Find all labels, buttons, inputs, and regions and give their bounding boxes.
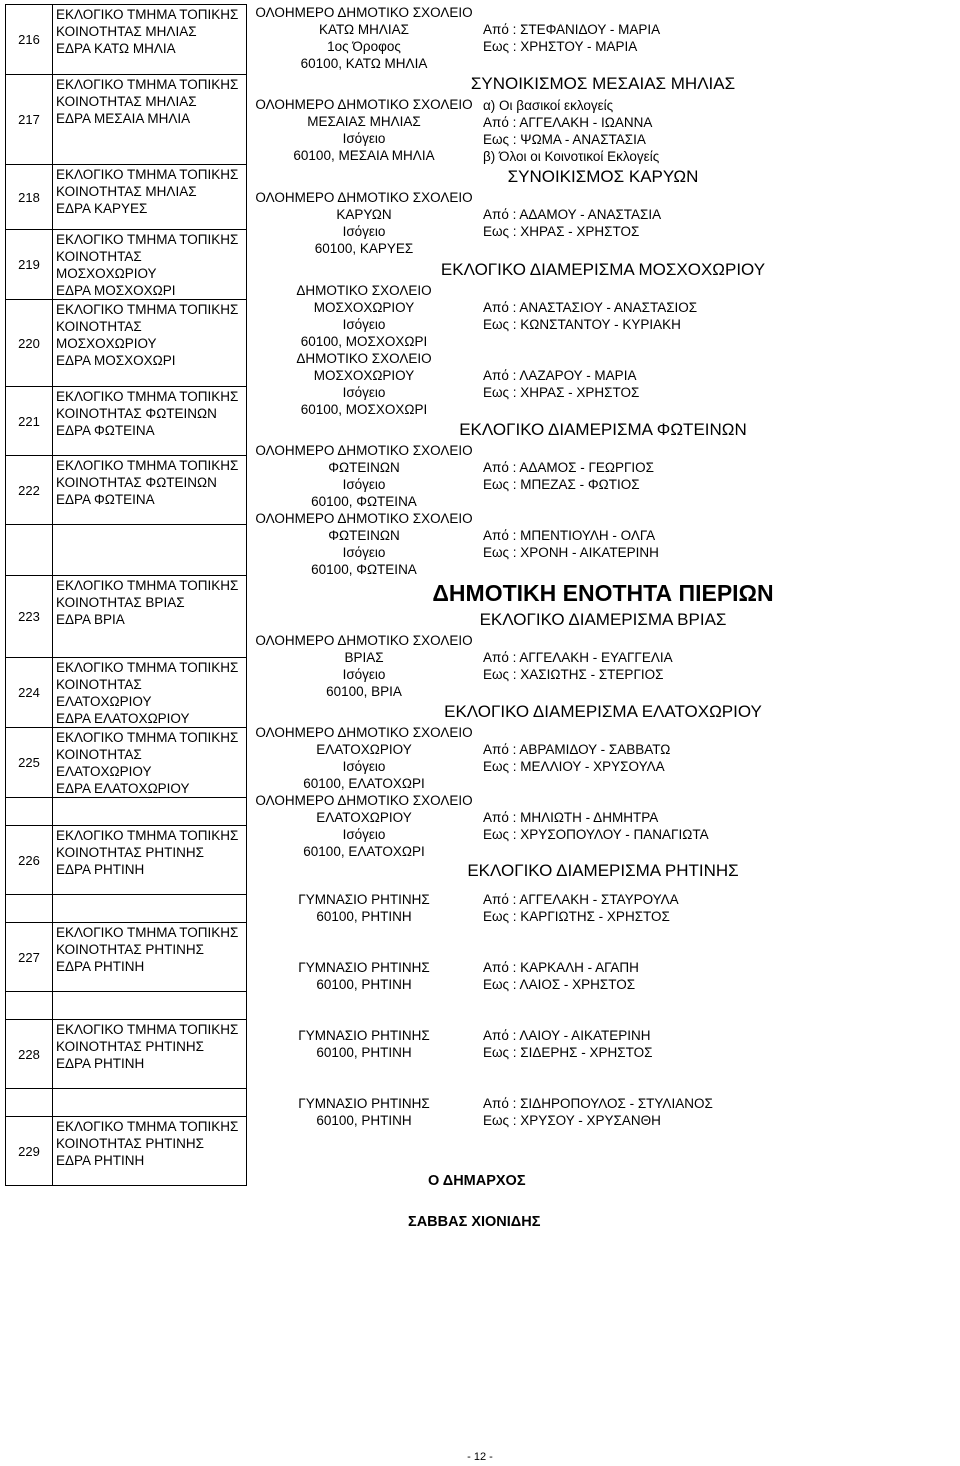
polling-station-row — [248, 350, 958, 418]
district-heading: ΕΚΛΟΓΙΚΟ ΔΙΑΜΕΡΙΣΜΑ ΕΛΑΤΟΧΩΡΙΟΥ — [444, 702, 762, 721]
school-line: ΔΗΜΟΤΙΚΟ ΣΧΟΛΕΙΟ — [296, 351, 432, 366]
row-spacer — [6, 525, 53, 576]
section-line: ΚΟΙΝΟΤΗΤΑΣ ΦΩΤΕΙΝΩΝ — [56, 406, 217, 421]
school-line: ΓΥΜΝΑΣΙΟ ΡΗΤΙΝΗΣ — [298, 1096, 430, 1111]
school-cell — [248, 1087, 480, 1155]
section-line: ΕΚΛΟΓΙΚΟ ΤΜΗΜΑ ΤΟΠΙΚΗΣ — [56, 77, 239, 92]
row-number: 228 — [6, 1020, 53, 1089]
row-number: 229 — [6, 1117, 53, 1186]
school-line: Ισόγειο — [342, 759, 386, 774]
section-line: ΕΛΑΤΟΧΩΡΙΟΥ — [56, 764, 152, 779]
voter-range-line: Εως : ΧΗΡΑΣ - ΧΡΗΣΤΟΣ — [483, 224, 640, 239]
district-heading: ΣΥΝΟΙΚΙΣΜΟΣ ΜΕΣΑΙΑΣ ΜΗΛΙΑΣ — [470, 74, 736, 93]
polling-station-row — [248, 792, 958, 859]
voter-range-line: Από : ΣΙΔΗΡΟΠΟΥΛΟΣ - ΣΤΥΛΙΑΝΟΣ — [483, 1096, 713, 1111]
school-line: 60100, ΡΗΤΙΝΗ — [316, 1113, 412, 1128]
page-number: - 12 - — [467, 1451, 493, 1463]
section-line: ΕΚΛΟΓΙΚΟ ΤΜΗΜΑ ΤΟΠΙΚΗΣ — [56, 389, 239, 404]
voter-range-line: Εως : ΧΑΣΙΩΤΗΣ - ΣΤΕΡΓΙΟΣ — [483, 667, 664, 682]
section-line: ΚΟΙΝΟΤΗΤΑΣ ΡΗΤΙΝΗΣ — [56, 1039, 205, 1054]
row-number: 226 — [6, 826, 53, 895]
section-line: ΚΟΙΝΟΤΗΤΑΣ ΡΗΤΙΝΗΣ — [56, 942, 205, 957]
school-line: ΟΛΟΗΜΕΡΟ ΔΗΜΟΤΙΚΟ ΣΧΟΛΕΙΟ — [255, 5, 473, 20]
section-line: ΕΔΡΑ ΜΟΣΧΟΧΩΡΙ — [56, 353, 176, 368]
voter-range-line: Εως : ΧΡΟΝΗ - ΑΙΚΑΤΕΡΙΝΗ — [483, 545, 659, 560]
school-cell — [248, 951, 480, 1019]
section-line: ΚΟΙΝΟΤΗΤΑΣ ΦΩΤΕΙΝΩΝ — [56, 475, 217, 490]
school-line: ΜΕΣΑΙΑΣ ΜΗΛΙΑΣ — [307, 114, 421, 129]
school-line: ΚΑΡΥΩΝ — [336, 207, 392, 222]
polling-station-row — [248, 883, 958, 951]
polling-station-row — [248, 951, 958, 1019]
school-line: ΟΛΟΗΜΕΡΟ ΔΗΜΟΤΙΚΟ ΣΧΟΛΕΙΟ — [255, 97, 473, 112]
table-row — [6, 387, 247, 456]
voter-range — [480, 1019, 958, 1087]
row-number: 222 — [6, 456, 53, 525]
section-line: ΕΔΡΑ ΚΑΡΥΕΣ — [56, 201, 148, 216]
voter-range — [480, 350, 958, 418]
voter-range-line: Εως : ΚΑΡΓΙΩΤΗΣ - ΧΡΗΣΤΟΣ — [483, 909, 670, 924]
voter-range — [480, 510, 958, 578]
district-heading: ΕΚΛΟΓΙΚΟ ΔΙΑΜΕΡΙΣΜΑ ΡΗΤΙΝΗΣ — [467, 861, 739, 880]
voter-range — [480, 282, 958, 350]
electoral-section — [53, 728, 247, 798]
voter-range — [480, 1087, 958, 1155]
table-row — [6, 456, 247, 525]
polling-station-row — [248, 1019, 958, 1087]
school-cell — [248, 96, 480, 165]
school-line: 60100, ΕΛΑΤΟΧΩΡΙ — [303, 776, 425, 791]
row-number: 225 — [6, 728, 53, 798]
section-line: ΕΚΛΟΓΙΚΟ ΤΜΗΜΑ ΤΟΠΙΚΗΣ — [56, 730, 239, 745]
school-line: Ισόγειο — [342, 827, 386, 842]
electoral-section — [53, 456, 247, 525]
polling-station-row — [248, 189, 958, 258]
signature-name: ΣΑΒΒΑΣ ΧΙΟΝΙΔΗΣ — [408, 1214, 541, 1230]
row-number: 216 — [6, 5, 53, 75]
polling-station-row — [248, 96, 958, 165]
voter-range — [480, 951, 958, 1019]
section-line: ΕΔΡΑ ΡΗΤΙΝΗ — [56, 862, 145, 877]
school-line: Ισόγειο — [342, 545, 386, 560]
section-line: ΚΟΙΝΟΤΗΤΑΣ ΜΗΛΙΑΣ — [56, 94, 197, 109]
table-row — [6, 165, 247, 230]
section-line: ΕΔΡΑ ΜΟΣΧΟΧΩΡΙ — [56, 283, 176, 298]
school-cell — [248, 724, 480, 792]
section-line: ΕΚΛΟΓΙΚΟ ΤΜΗΜΑ ΤΟΠΙΚΗΣ — [56, 458, 239, 473]
school-line: Ισόγειο — [342, 224, 386, 239]
school-line: 60100, ΜΟΣΧΟΧΩΡΙ — [300, 334, 428, 349]
section-line: ΚΟΙΝΟΤΗΤΑΣ ΒΡΙΑΣ — [56, 595, 185, 610]
voter-range-line: Εως : ΨΩΜΑ - ΑΝΑΣΤΑΣΙΑ — [483, 132, 646, 147]
school-line: 60100, ΜΕΣΑΙΑ ΜΗΛΙΑ — [293, 148, 435, 163]
row-spacer-cell — [53, 525, 247, 576]
school-line: ΟΛΟΗΜΕΡΟ ΔΗΜΟΤΙΚΟ ΣΧΟΛΕΙΟ — [255, 793, 473, 808]
table-row — [6, 300, 247, 387]
section-line: ΕΔΡΑ ΡΗΤΙΝΗ — [56, 1153, 145, 1168]
voter-range-line: Από : ΑΒΡΑΜΙΔΟΥ - ΣΑΒΒΑΤΩ — [483, 742, 671, 757]
section-line: ΚΟΙΝΟΤΗΤΑΣ — [56, 677, 142, 692]
voter-range-line: β) Όλοι οι Κοινοτικοί Εκλογείς — [483, 149, 660, 164]
row-number: 227 — [6, 923, 53, 992]
voter-range-line: Από : ΣΤΕΦΑΝΙΔΟΥ - ΜΑΡΙΑ — [483, 22, 661, 37]
row-spacer — [6, 798, 53, 826]
table-row — [6, 576, 247, 658]
section-line: ΚΟΙΝΟΤΗΤΑΣ ΡΗΤΙΝΗΣ — [56, 1136, 205, 1151]
voter-range-line: Από : ΑΝΑΣΤΑΣΙΟΥ - ΑΝΑΣΤΑΣΙΟΣ — [483, 300, 698, 315]
section-line: ΚΟΙΝΟΤΗΤΑΣ ΜΗΛΙΑΣ — [56, 24, 197, 39]
table-row — [6, 1020, 247, 1089]
table-row — [6, 5, 247, 75]
table-row — [6, 1117, 247, 1186]
school-line: ΟΛΟΗΜΕΡΟ ΔΗΜΟΤΙΚΟ ΣΧΟΛΕΙΟ — [255, 633, 473, 648]
district-heading: ΕΚΛΟΓΙΚΟ ΔΙΑΜΕΡΙΣΜΑ ΦΩΤΕΙΝΩΝ — [459, 420, 747, 439]
voter-range — [480, 4, 958, 72]
school-line: 60100, ΚΑΡΥΕΣ — [314, 241, 414, 256]
school-line: ΟΛΟΗΜΕΡΟ ΔΗΜΟΤΙΚΟ ΣΧΟΛΕΙΟ — [255, 511, 473, 526]
section-line: ΕΚΛΟΓΙΚΟ ΤΜΗΜΑ ΤΟΠΙΚΗΣ — [56, 1022, 239, 1037]
polling-station-row — [248, 1087, 958, 1155]
electoral-section — [53, 1020, 247, 1089]
school-line: ΒΡΙΑΣ — [344, 650, 384, 665]
row-spacer-cell — [53, 895, 247, 923]
school-line: ΦΩΤΕΙΝΩΝ — [328, 460, 400, 475]
school-cell — [248, 189, 480, 258]
voter-range-line: Από : ΛΑΙΟΥ - ΑΙΚΑΤΕΡΙΝΗ — [483, 1028, 651, 1043]
section-line: ΕΔΡΑ ΡΗΤΙΝΗ — [56, 1056, 145, 1071]
row-number: 218 — [6, 165, 53, 230]
school-line: ΟΛΟΗΜΕΡΟ ΔΗΜΟΤΙΚΟ ΣΧΟΛΕΙΟ — [255, 190, 473, 205]
school-line: 60100, ΡΗΤΙΝΗ — [316, 1045, 412, 1060]
section-line: ΕΔΡΑ ΚΑΤΩ ΜΗΛΙΑ — [56, 41, 176, 56]
electoral-section — [53, 826, 247, 895]
school-line: Ισόγειο — [342, 385, 386, 400]
section-line: ΕΔΡΑ ΡΗΤΙΝΗ — [56, 959, 145, 974]
school-cell — [248, 282, 480, 350]
school-line: ΓΥΜΝΑΣΙΟ ΡΗΤΙΝΗΣ — [298, 1028, 430, 1043]
school-line: ΦΩΤΕΙΝΩΝ — [328, 528, 400, 543]
voter-range-line: Από : ΑΓΓΕΛΑΚΗ - ΕΥΑΓΓΕΛΙΑ — [483, 650, 673, 665]
school-line: ΟΛΟΗΜΕΡΟ ΔΗΜΟΤΙΚΟ ΣΧΟΛΕΙΟ — [255, 443, 473, 458]
voter-range — [480, 792, 958, 859]
school-line: Ισόγειο — [342, 477, 386, 492]
polling-station-row — [248, 510, 958, 578]
section-line: ΕΚΛΟΓΙΚΟ ΤΜΗΜΑ ΤΟΠΙΚΗΣ — [56, 660, 239, 675]
school-line: ΜΟΣΧΟΧΩΡΙΟΥ — [313, 368, 415, 383]
section-line: ΕΔΡΑ ΕΛΑΤΟΧΩΡΙΟΥ — [56, 781, 190, 796]
district-heading: ΕΚΛΟΓΙΚΟ ΔΙΑΜΕΡΙΣΜΑ ΜΟΣΧΟΧΩΡΙΟΥ — [440, 260, 766, 279]
school-line: ΚΑΤΩ ΜΗΛΙΑΣ — [319, 22, 409, 37]
voter-range — [480, 96, 958, 165]
electoral-section — [53, 165, 247, 230]
row-number: 223 — [6, 576, 53, 658]
voter-range-line: Εως : ΧΡΗΣΤΟΥ - ΜΑΡΙΑ — [483, 39, 638, 54]
section-line: ΚΟΙΝΟΤΗΤΑΣ — [56, 319, 142, 334]
voter-range-line: Από : ΑΔΑΜΟΣ - ΓΕΩΡΓΙΟΣ — [483, 460, 655, 475]
school-line: 60100, ΕΛΑΤΟΧΩΡΙ — [303, 844, 425, 859]
section-line: ΕΚΛΟΓΙΚΟ ΤΜΗΜΑ ΤΟΠΙΚΗΣ — [56, 7, 239, 22]
voter-range — [480, 632, 958, 700]
school-line: Ισόγειο — [342, 131, 386, 146]
section-line: ΚΟΙΝΟΤΗΤΑΣ — [56, 249, 142, 264]
table-row — [6, 923, 247, 992]
voter-range — [480, 883, 958, 951]
school-line: Ισόγειο — [342, 317, 386, 332]
row-number: 219 — [6, 230, 53, 300]
school-cell — [248, 4, 480, 72]
school-line: 60100, ΦΩΤΕΙΝΑ — [311, 562, 417, 577]
row-number: 217 — [6, 75, 53, 165]
school-line: ΓΥΜΝΑΣΙΟ ΡΗΤΙΝΗΣ — [298, 960, 430, 975]
voter-range-line: Εως : ΧΗΡΑΣ - ΧΡΗΣΤΟΣ — [483, 385, 640, 400]
polling-station-row — [248, 632, 958, 700]
section-line: ΕΔΡΑ ΕΛΑΤΟΧΩΡΙΟΥ — [56, 711, 190, 726]
electoral-section — [53, 387, 247, 456]
school-line: ΟΛΟΗΜΕΡΟ ΔΗΜΟΤΙΚΟ ΣΧΟΛΕΙΟ — [255, 725, 473, 740]
school-cell — [248, 1019, 480, 1087]
row-number: 220 — [6, 300, 53, 387]
section-line: ΕΔΡΑ ΦΩΤΕΙΝΑ — [56, 492, 155, 507]
voter-range-line: Εως : ΛΑΙΟΣ - ΧΡΗΣΤΟΣ — [483, 977, 636, 992]
section-line: ΕΚΛΟΓΙΚΟ ΤΜΗΜΑ ΤΟΠΙΚΗΣ — [56, 578, 239, 593]
school-line: 60100, ΒΡΙΑ — [326, 684, 402, 699]
polling-station-row — [248, 724, 958, 792]
section-line: ΜΟΣΧΟΧΩΡΙΟΥ — [56, 336, 157, 351]
voter-range — [480, 189, 958, 258]
row-spacer-cell — [53, 798, 247, 826]
section-line: ΕΛΑΤΟΧΩΡΙΟΥ — [56, 694, 152, 709]
voter-range-line: Από : ΛΑΖΑΡΟΥ - ΜΑΡΙΑ — [483, 368, 637, 383]
voter-range-line: Εως : ΜΠΕΖΑΣ - ΦΩΤΙΟΣ — [483, 477, 640, 492]
electoral-section — [53, 75, 247, 165]
section-line: ΚΟΙΝΟΤΗΤΑΣ ΜΗΛΙΑΣ — [56, 184, 197, 199]
section-line: ΚΟΙΝΟΤΗΤΑΣ ΡΗΤΙΝΗΣ — [56, 845, 205, 860]
voter-range-line: Από : ΜΗΛΙΩΤΗ - ΔΗΜΗΤΡΑ — [483, 810, 659, 825]
table-row — [6, 728, 247, 798]
table-row — [6, 826, 247, 895]
school-line: 60100, ΡΗΤΙΝΗ — [316, 909, 412, 924]
section-line: ΕΚΛΟΓΙΚΟ ΤΜΗΜΑ ΤΟΠΙΚΗΣ — [56, 925, 239, 940]
polling-stations-table — [5, 4, 247, 1186]
district-heading: ΕΚΛΟΓΙΚΟ ΔΙΑΜΕΡΙΣΜΑ ΒΡΙΑΣ — [479, 610, 727, 629]
school-line: 60100, ΡΗΤΙΝΗ — [316, 977, 412, 992]
school-line: 60100, ΦΩΤΕΙΝΑ — [311, 494, 417, 509]
row-number: 224 — [6, 658, 53, 728]
voter-range-line: Εως : ΚΩΝΣΤΑΝΤΟΥ - ΚΥΡΙΑΚΗ — [483, 317, 681, 332]
section-line: ΜΟΣΧΟΧΩΡΙΟΥ — [56, 266, 157, 281]
section-line: ΕΚΛΟΓΙΚΟ ΤΜΗΜΑ ΤΟΠΙΚΗΣ — [56, 1119, 239, 1134]
electoral-section — [53, 5, 247, 75]
school-line: ΓΥΜΝΑΣΙΟ ΡΗΤΙΝΗΣ — [298, 892, 430, 907]
row-spacer-cell — [53, 992, 247, 1020]
municipal-unit-heading: ΔΗΜΟΤΙΚΗ ΕΝΟΤΗΤΑ ΠΙΕΡΙΩΝ — [432, 580, 774, 606]
voter-range-line: Από : ΜΠΕΝΤΙΟΥΛΗ - ΟΛΓΑ — [483, 528, 656, 543]
table-row — [6, 230, 247, 300]
school-cell — [248, 632, 480, 700]
electoral-section — [53, 300, 247, 387]
row-number: 221 — [6, 387, 53, 456]
polling-station-row — [248, 442, 958, 510]
polling-station-row — [248, 282, 958, 350]
voter-range-line: Από : ΑΓΓΕΛΑΚΗ - ΣΤΑΥΡΟΥΛΑ — [483, 892, 679, 907]
electoral-section — [53, 230, 247, 300]
school-line: ΜΟΣΧΟΧΩΡΙΟΥ — [313, 300, 415, 315]
school-line: ΕΛΑΤΟΧΩΡΙΟΥ — [316, 810, 412, 825]
electoral-section — [53, 576, 247, 658]
school-line: 60100, ΚΑΤΩ ΜΗΛΙΑ — [300, 56, 428, 71]
section-line: ΚΟΙΝΟΤΗΤΑΣ — [56, 747, 142, 762]
table-row — [6, 658, 247, 728]
table-row — [6, 75, 247, 165]
voter-range-line: Από : ΚΑΡΚΑΛΗ - ΑΓΑΠΗ — [483, 960, 639, 975]
voter-range-line: Εως : ΧΡΥΣΟΠΟΥΛΟΥ - ΠΑΝΑΓΙΩΤΑ — [483, 827, 709, 842]
school-cell — [248, 883, 480, 951]
school-cell — [248, 442, 480, 510]
signature-title: Ο ΔΗΜΑΡΧΟΣ — [428, 1173, 526, 1189]
section-line: ΕΔΡΑ ΜΕΣΑΙΑ ΜΗΛΙΑ — [56, 111, 191, 126]
school-line: 60100, ΜΟΣΧΟΧΩΡΙ — [300, 402, 428, 417]
voter-range-line: α) Οι βασικοί εκλογείς — [483, 98, 614, 113]
voter-range-line: Εως : ΧΡΥΣΟΥ - ΧΡΥΣΑΝΘΗ — [483, 1113, 661, 1128]
row-spacer-cell — [53, 1089, 247, 1117]
voter-range-line: Από : ΑΓΓΕΛΑΚΗ - ΙΩΑΝΝΑ — [483, 115, 653, 130]
voter-range-line: Εως : ΜΕΛΛΙΟΥ - ΧΡΥΣΟΥΛΑ — [483, 759, 665, 774]
section-line: ΕΔΡΑ ΒΡΙΑ — [56, 612, 125, 627]
district-heading: ΣΥΝΟΙΚΙΣΜΟΣ ΚΑΡΥΩΝ — [507, 167, 699, 186]
polling-station-row — [248, 4, 958, 72]
voter-range — [480, 724, 958, 792]
section-line: ΕΔΡΑ ΦΩΤΕΙΝΑ — [56, 423, 155, 438]
school-cell — [248, 510, 480, 578]
section-line: ΕΚΛΟΓΙΚΟ ΤΜΗΜΑ ΤΟΠΙΚΗΣ — [56, 232, 239, 247]
school-cell — [248, 792, 480, 859]
electoral-section — [53, 1117, 247, 1186]
polling-stations-details — [248, 4, 958, 1155]
voter-range-line: Από : ΑΔΑΜΟΥ - ΑΝΑΣΤΑΣΙΑ — [483, 207, 662, 222]
school-line: Ισόγειο — [342, 667, 386, 682]
electoral-section — [53, 923, 247, 992]
electoral-section — [53, 658, 247, 728]
school-line: ΕΛΑΤΟΧΩΡΙΟΥ — [316, 742, 412, 757]
school-line: 1ος Όροφος — [327, 39, 401, 54]
voter-range — [480, 442, 958, 510]
row-spacer — [6, 992, 53, 1020]
section-line: ΕΚΛΟΓΙΚΟ ΤΜΗΜΑ ΤΟΠΙΚΗΣ — [56, 828, 239, 843]
school-line: ΔΗΜΟΤΙΚΟ ΣΧΟΛΕΙΟ — [296, 283, 432, 298]
voter-range-line: Εως : ΣΙΔΕΡΗΣ - ΧΡΗΣΤΟΣ — [483, 1045, 653, 1060]
school-cell — [248, 350, 480, 418]
row-spacer — [6, 895, 53, 923]
row-spacer — [6, 1089, 53, 1117]
section-line: ΕΚΛΟΓΙΚΟ ΤΜΗΜΑ ΤΟΠΙΚΗΣ — [56, 302, 239, 317]
section-line: ΕΚΛΟΓΙΚΟ ΤΜΗΜΑ ΤΟΠΙΚΗΣ — [56, 167, 239, 182]
